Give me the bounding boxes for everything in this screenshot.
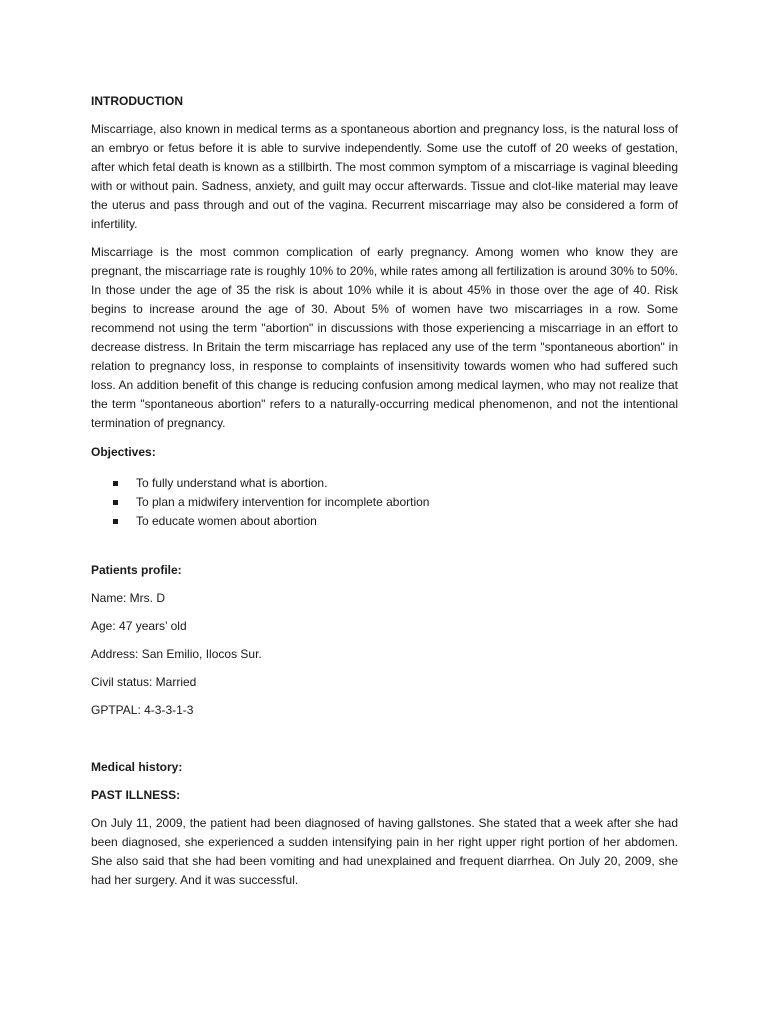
- objective-item: [91, 474, 678, 493]
- past-illness-paragraph: On July 11, 2009, the patient had been diagnosed of having gallstones. She stated that a week after she had been diagnosed, she experienced a sudden intensifying pain in her right upper right portion of her abdomen. She also said that she had been vomiting and had unexplained and frequent diarrhea. On July 20, 2009, she had her surgery. And it was successful.: [91, 816, 678, 887]
- objective-text: To educate women about abortion: [136, 514, 317, 528]
- objective-text: To plan a midwifery intervention for incomplete abortion: [136, 495, 430, 509]
- patients-profile-heading: Patients profile:: [91, 563, 182, 577]
- introduction-paragraph-2: Miscarriage is the most common complication of early pregnancy. Among women who know they are pregnant, the miscarriage rate is roughly 10% to 20%, while rates among all fertilization is around 30% to 50%. In those under the age of 35 the risk is about 10% while it is about 45% in those over the age of 40. Risk begins to increase around the age of 30. About 5% of women have two miscarriages in a row. Some recommend not using the term "abortion" in discussions with those experiencing a miscarriage in an effort to decrease distress. In Britain the term miscarriage has replaced any use of the term "spontaneous abortion" in relation to pregnancy loss, in response to complaints of insensitivity towards women who had suffered such loss. An addition benefit of this change is reducing confusion among medical laymen, who may not realize that the term "spontaneous abortion" refers to a naturally-occurring medical phenomenon, and not the intentional termination of pregnancy.: [91, 245, 678, 430]
- past-illness-heading: PAST ILLNESS:: [91, 788, 181, 802]
- objectives-heading: Objectives:: [91, 445, 156, 459]
- patient-age: Age: 47 years’ old: [91, 619, 187, 633]
- introduction-heading: INTRODUCTION: [91, 94, 183, 108]
- square-bullet-icon: [113, 519, 118, 524]
- patient-civil-status: Civil status: Married: [91, 675, 197, 689]
- patient-gptpal: GPTPAL: 4-3-3-1-3: [91, 703, 194, 717]
- medical-history-heading: Medical history:: [91, 760, 183, 774]
- objective-item: [91, 512, 678, 531]
- objective-item: [91, 493, 678, 512]
- square-bullet-icon: [113, 481, 118, 486]
- square-bullet-icon: [113, 500, 118, 505]
- objectives-list: [91, 474, 678, 531]
- document-page: [91, 92, 678, 899]
- patient-address: Address: San Emilio, Ilocos Sur.: [91, 647, 262, 661]
- objective-text: To fully understand what is abortion.: [136, 476, 328, 490]
- introduction-paragraph-1: Miscarriage, also known in medical terms as a spontaneous abortion and pregnancy loss, is the natural loss of an embryo or fetus before it is able to survive independently. Some use the cutoff of 20 weeks of gestation, after which fetal death is known as a stillbirth. The most common symptom of a miscarriage is vaginal bleeding with or without pain. Sadness, anxiety, and guilt may occur afterwards. Tissue and clot-like material may leave the uterus and pass through and out of the vagina. Recurrent miscarriage may also be considered a form of infertility.: [91, 122, 678, 231]
- patient-name: Name: Mrs. D: [91, 591, 166, 605]
